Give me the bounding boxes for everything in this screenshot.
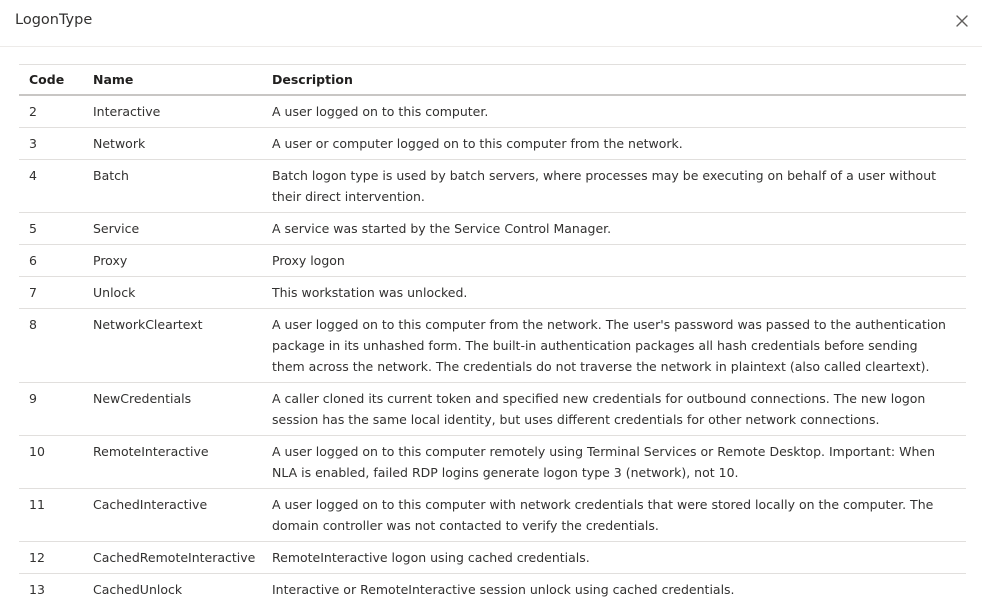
cell-name: CachedRemoteInteractive — [83, 542, 262, 574]
table-row — [19, 245, 966, 277]
cell-name: NetworkCleartext — [83, 309, 262, 383]
table-row — [19, 95, 966, 128]
cell-code: 9 — [19, 383, 83, 436]
cell-code: 6 — [19, 245, 83, 277]
table-header-row — [19, 65, 966, 96]
cell-name: CachedInteractive — [83, 489, 262, 542]
cell-description: A service was started by the Service Control Manager. — [262, 213, 966, 245]
table-row — [19, 213, 966, 245]
logon-type-table — [19, 64, 966, 605]
cell-code: 10 — [19, 436, 83, 489]
cell-name: RemoteInteractive — [83, 436, 262, 489]
cell-name: Batch — [83, 160, 262, 213]
cell-name: Service — [83, 213, 262, 245]
table-body — [19, 95, 966, 605]
cell-code: 3 — [19, 128, 83, 160]
column-header-name: Name — [83, 65, 262, 96]
table-row — [19, 542, 966, 574]
cell-code: 7 — [19, 277, 83, 309]
dialog-header — [0, 0, 982, 47]
cell-name: Proxy — [83, 245, 262, 277]
close-icon — [956, 15, 968, 27]
column-header-description: Description — [262, 65, 966, 96]
cell-description: A user logged on to this computer. — [262, 95, 966, 128]
cell-description: A user or computer logged on to this computer from the network. — [262, 128, 966, 160]
table-row — [19, 383, 966, 436]
cell-code: 12 — [19, 542, 83, 574]
table-row — [19, 574, 966, 605]
logon-type-table-container — [19, 64, 966, 605]
cell-description: Batch logon type is used by batch servers, where processes may be executing on behalf of a user without their direct intervention. — [262, 160, 966, 213]
dialog-title: LogonType — [15, 10, 92, 30]
cell-code: 13 — [19, 574, 83, 605]
cell-code: 5 — [19, 213, 83, 245]
cell-description: This workstation was unlocked. — [262, 277, 966, 309]
cell-description: A user logged on to this computer with network credentials that were stored locally on the computer. The domain controller was not contacted to verify the credentials. — [262, 489, 966, 542]
cell-code: 4 — [19, 160, 83, 213]
cell-name: Interactive — [83, 95, 262, 128]
cell-description: Proxy logon — [262, 245, 966, 277]
cell-name: CachedUnlock — [83, 574, 262, 605]
cell-name: Unlock — [83, 277, 262, 309]
column-header-code: Code — [19, 65, 83, 96]
cell-code: 11 — [19, 489, 83, 542]
cell-description: A user logged on to this computer remotely using Terminal Services or Remote Desktop. Important: When NLA is enabled, failed RDP logins generate logon type 3 (network), not 10. — [262, 436, 966, 489]
cell-code: 8 — [19, 309, 83, 383]
cell-name: NewCredentials — [83, 383, 262, 436]
cell-name: Network — [83, 128, 262, 160]
table-row — [19, 436, 966, 489]
cell-description: A user logged on to this computer from the network. The user's password was passed to the authentication package in its unhashed form. The built-in authentication packages all hash credentials before sending them across the network. The credentials do not traverse the network in plaintext (also called cleartext). — [262, 309, 966, 383]
table-row — [19, 128, 966, 160]
cell-description: RemoteInteractive logon using cached credentials. — [262, 542, 966, 574]
table-row — [19, 160, 966, 213]
table-row — [19, 309, 966, 383]
close-button[interactable] — [949, 8, 975, 34]
table-row — [19, 489, 966, 542]
table-row — [19, 277, 966, 309]
cell-description: A caller cloned its current token and specified new credentials for outbound connections. The new logon session has the same local identity, but uses different credentials for other network connections. — [262, 383, 966, 436]
cell-code: 2 — [19, 95, 83, 128]
cell-description: Interactive or RemoteInteractive session unlock using cached credentials. — [262, 574, 966, 605]
